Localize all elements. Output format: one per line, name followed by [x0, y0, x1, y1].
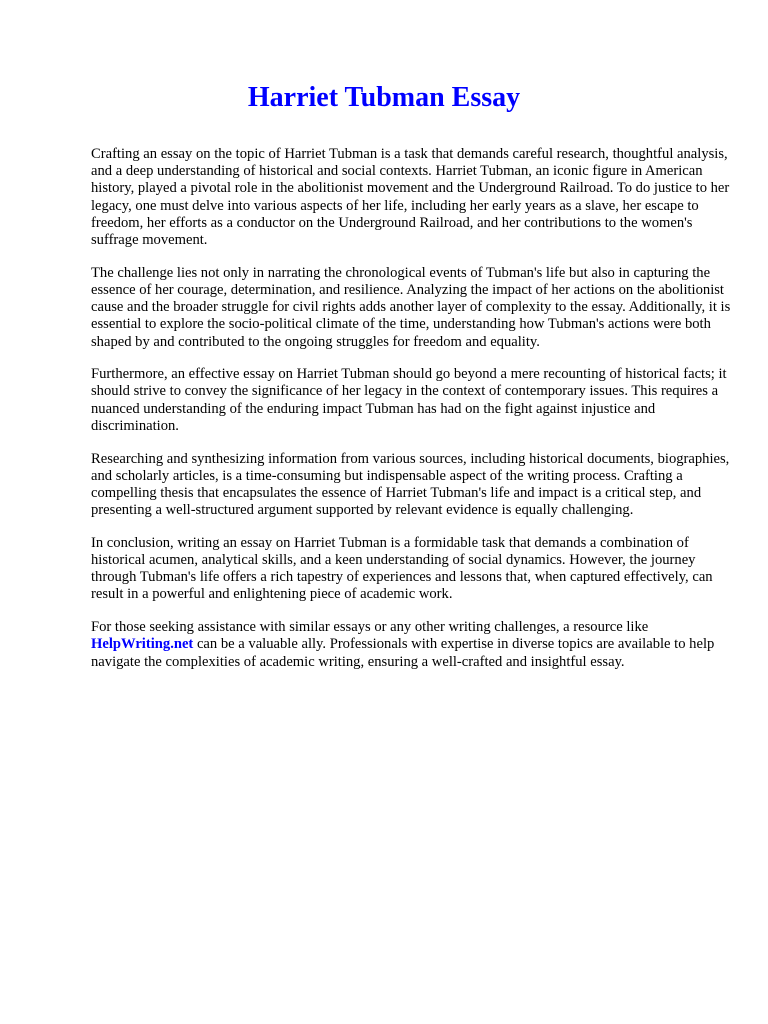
document-body	[91, 146, 731, 686]
paragraph-2: The challenge lies not only in narrating the chronological events of Tubman's life but also in capturing the essence of her courage, determination, and resilience. Analyzing the impact of her actions on the abolitionist cause and the broader struggle for civil rights adds another layer of complexity to the essay. Additionally, it is essential to explore the socio-political climate of the time, understanding how Tubman's actions were both shaped by and contributed to the ongoing struggles for freedom and equality.	[91, 264, 731, 350]
paragraph-4: Researching and synthesizing information from various sources, including historical documents, biographies, and scholarly articles, is a time-consuming but indispensable aspect of the writing process. Crafting a compelling thesis that encapsulates the essence of Harriet Tubman's life and impact is a critical step, and presenting a well-structured argument supported by relevant evidence is equally challenging.	[91, 450, 730, 519]
paragraph-6	[91, 619, 731, 671]
document-title: Harriet Tubman Essay	[247, 82, 521, 113]
paragraph-6-text-before-link: For those seeking assistance with similar essays or any other writing challenges, a resource like	[91, 619, 649, 636]
paragraph-3: Furthermore, an effective essay on Harriet Tubman should go beyond a mere recounting of historical facts; it should strive to convey the significance of her legacy in the context of contemporary issues. This requires a nuanced understanding of the enduring impact Tubman has had on the fight against injustice and discrimination.	[91, 366, 727, 434]
paragraph-1: Crafting an essay on the topic of Harriet Tubman is a task that demands careful research, thoughtful analysis, and a deep understanding of historical and social contexts. Harriet Tubman, an iconic figure in American history, played a pivotal role in the abolitionist movement and the Underground Railroad. To do justice to her legacy, one must delve into various aspects of her life, including her early years as a slave, her escape to freedom, her efforts as a conductor on the Underground Railroad, and her contributions to the women's suffrage movement.	[91, 146, 730, 249]
paragraph-6-text-after-link: can be a valuable ally. Professionals with expertise in diverse topics are available to help navigate the complexities of academic writing, ensuring a well-crafted and insightful essay.	[91, 636, 715, 670]
paragraph-5: In conclusion, writing an essay on Harriet Tubman is a formidable task that demands a combination of historical acumen, analytical skills, and a keen understanding of social dynamics. However, the journey through Tubman's life offers a rich tapestry of experiences and lessons that, when captured effectively, can result in a powerful and enlightening piece of academic work.	[91, 534, 713, 603]
helpwriting-link[interactable]: HelpWriting.net	[91, 636, 194, 653]
